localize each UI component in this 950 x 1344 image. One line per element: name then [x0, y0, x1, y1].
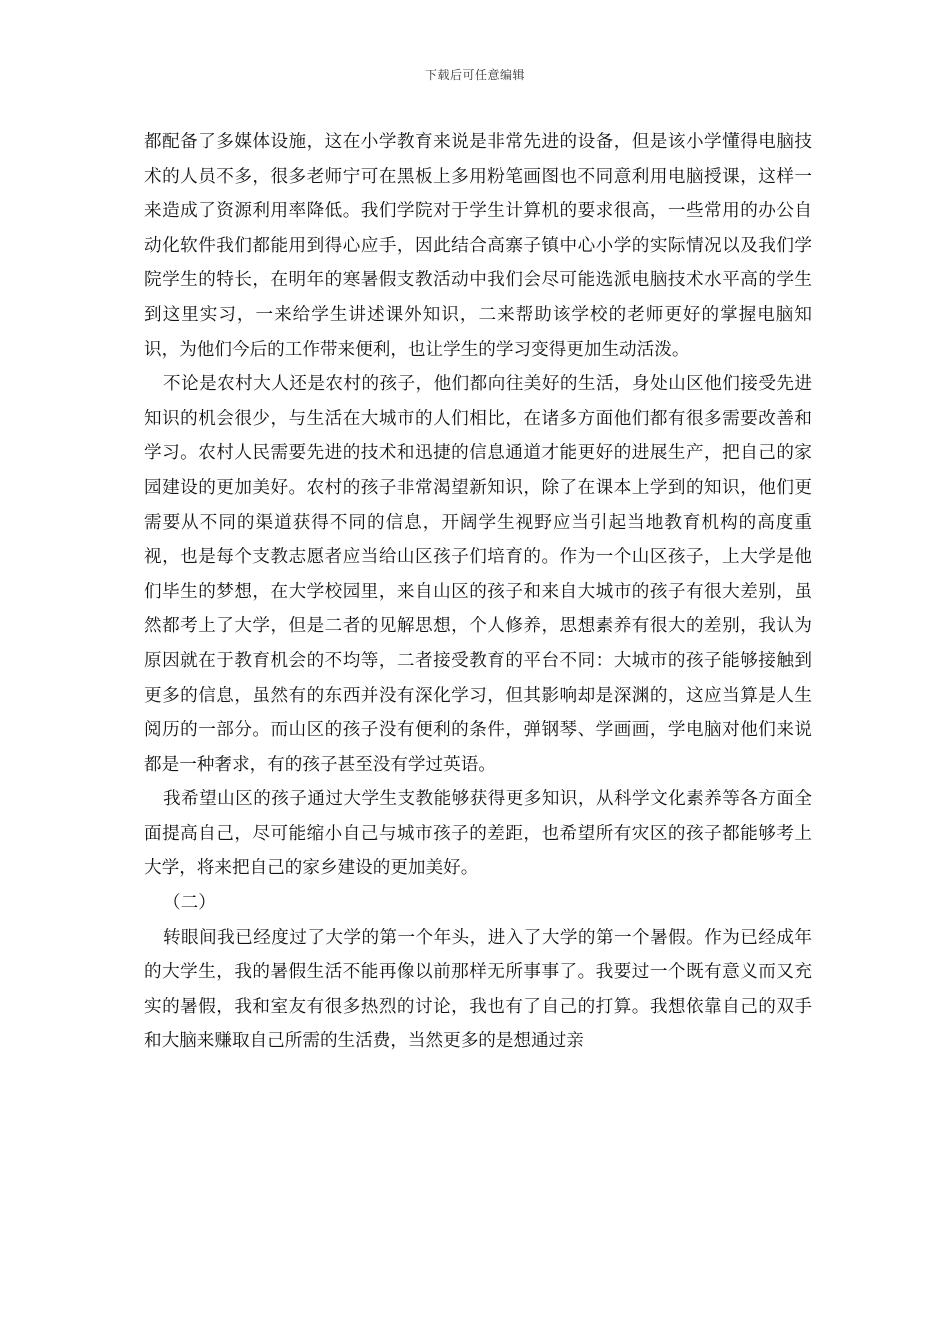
paragraph-hope: 我希望山区的孩子通过大学生支教能够获得更多知识，从科学文化素养等各方面全面提高自己，尽可能缩小自己与城市孩子的差距，也希望所有灾区的孩子都能够考上大学，将来把自己的家乡建设的更加美好。	[144, 789, 812, 879]
document-body	[144, 125, 812, 1059]
page-header: 下载后可任意编辑	[424, 68, 525, 82]
paragraph-summer: 转眼间我已经度过了大学的第一个年头，进入了大学的第一个暑假。作为已经成年的大学生，我的暑假生活不能再像以前那样无所事事了。我要过一个既有意义而又充实的暑假，我和室友有很多热烈的讨论，我也有了自己的打算。我想依靠自己的双手和大脑来赚取自己所需的生活费，当然更多的是想通过亲	[144, 927, 812, 1052]
section-heading: （二）	[163, 893, 216, 914]
paragraph-rural-children: 不论是农村大人还是农村的孩子，他们都向往美好的生活，身处山区他们接受先进知识的机会很少，与生活在大城市的人们相比，在诸多方面他们都有很多需要改善和学习。农村人民需要先进的技术和迅捷的信息通道才能更好的进展生产，把自己的家园建设的更加美好。农村的孩子非常渴望新知识，除了在课本上学到的知识，他们更需要从不同的渠道获得不同的信息，开阔学生视野应当引起当地教育机构的高度重视，也是每个支教志愿者应当给山区孩子们培育的。作为一个山区孩子，上大学是他们毕生的梦想，在大学校园里，来自山区的孩子和来自大城市的孩子有很大差别，虽然都考上了大学，但是二者的见解思想，个人修养，思想素养有很大的差别，我认为原因就在于教育机会的不均等，二者接受教育的平台不同：大城市的孩子能够接触到更多的信息，虽然有的东西并没有深化学习，但其影响却是深渊的，这应当算是人生阅历的一部分。而山区的孩子没有便利的条件，弹钢琴、学画画，学电脑对他们来说都是一种奢求，有的孩子甚至没有学过英语。	[144, 374, 812, 775]
paragraph-multimedia: 都配备了多媒体设施，这在小学教育来说是非常先进的设备，但是该小学懂得电脑技术的人员不多，很多老师宁可在黑板上多用粉笔画图也不同意利用电脑授课，这样一来造成了资源利用率降低。我们学院对于学生计算机的要求很高，一些常用的办公自动化软件我们都能用到得心应手，因此结合高寨子镇中心小学的实际情况以及我们学院学生的特长，在明年的寒暑假支教活动中我们会尽可能选派电脑技术水平高的学生到这里实习，一来给学生讲述课外知识，二来帮助该学校的老师更好的掌握电脑知识，为他们今后的工作带来便利，也让学生的学习变得更加生动活泼。	[144, 132, 812, 360]
